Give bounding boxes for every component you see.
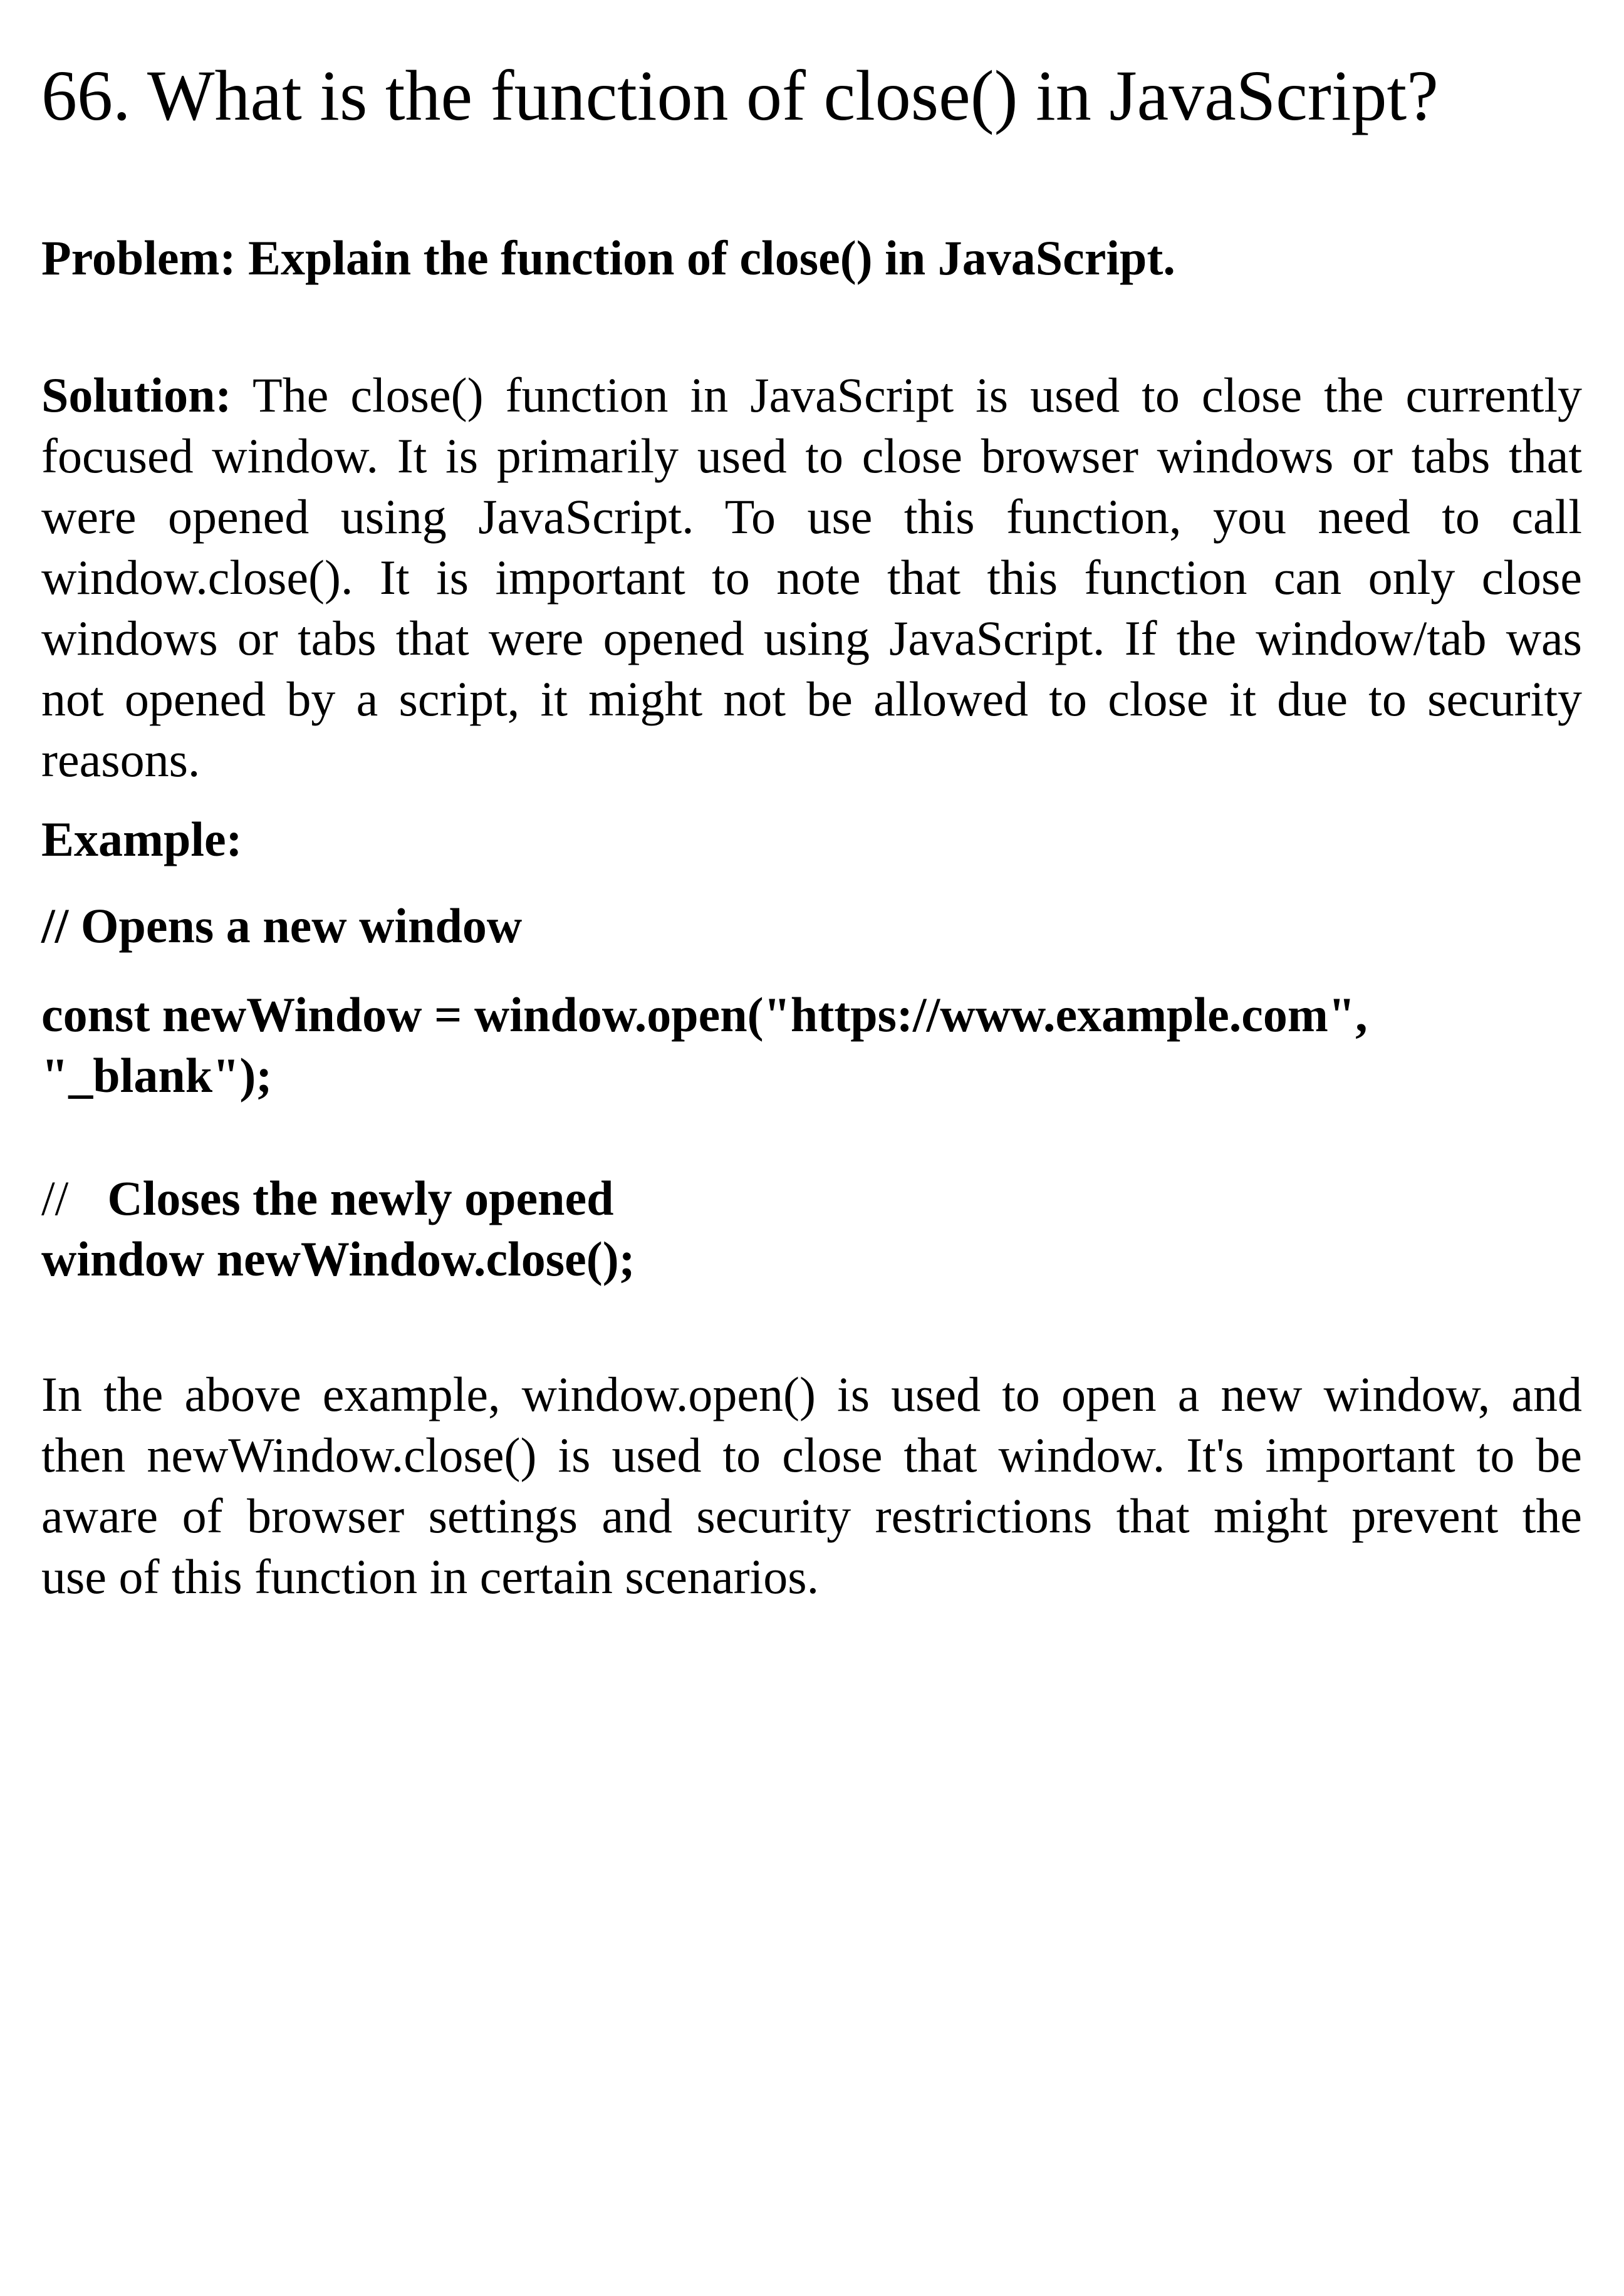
- comment-text: Closes the newly opened: [107, 1171, 614, 1225]
- code-block-open: [41, 984, 1582, 1106]
- code-comment-open: // Opens a new window: [41, 898, 523, 953]
- explanation-line: In the above example, window.open() is used to open a new window, and: [41, 1367, 1582, 1421]
- solution-line: [41, 365, 1582, 425]
- solution-line: windows or tabs that were opened using JavaScript. If the window/tab was: [41, 611, 1582, 665]
- solution-line: window.close(). It is important to note that this function can only close: [41, 550, 1582, 605]
- solution-line: were opened using JavaScript. To use this function, you need to call: [41, 489, 1582, 544]
- solution-line: not opened by a script, it might not be allowed to close it due to security: [41, 672, 1582, 726]
- code-block-close: [41, 1168, 1582, 1289]
- code-line: window newWindow.close();: [41, 1232, 635, 1286]
- explanation-paragraph: [41, 1364, 1582, 1607]
- code-comment-close: [41, 1168, 1582, 1229]
- problem-statement: Problem: Explain the function of close() in JavaScript.: [41, 231, 1175, 285]
- example-heading: Example:: [41, 812, 242, 866]
- code-line: "_blank");: [41, 1048, 273, 1103]
- explanation-line: use of this function in certain scenarios.: [41, 1549, 820, 1604]
- solution-paragraph: [41, 365, 1582, 790]
- code-line: const newWindow = window.open("https://www.example.com",: [41, 987, 1368, 1042]
- solution-line-text: The close() function in JavaScript is used to close the currently: [252, 368, 1582, 422]
- explanation-line: aware of browser settings and security restrictions that might prevent the: [41, 1488, 1582, 1543]
- explanation-line: then newWindow.close() is used to close that window. It's important to be: [41, 1428, 1582, 1482]
- solution-label: Solution:: [41, 368, 232, 422]
- page-title: 66. What is the function of close() in JavaScript?: [41, 56, 1439, 135]
- solution-line: focused window. It is primarily used to close browser windows or tabs that: [41, 429, 1582, 483]
- solution-line: reasons.: [41, 732, 200, 787]
- comment-slashes: //: [41, 1171, 69, 1225]
